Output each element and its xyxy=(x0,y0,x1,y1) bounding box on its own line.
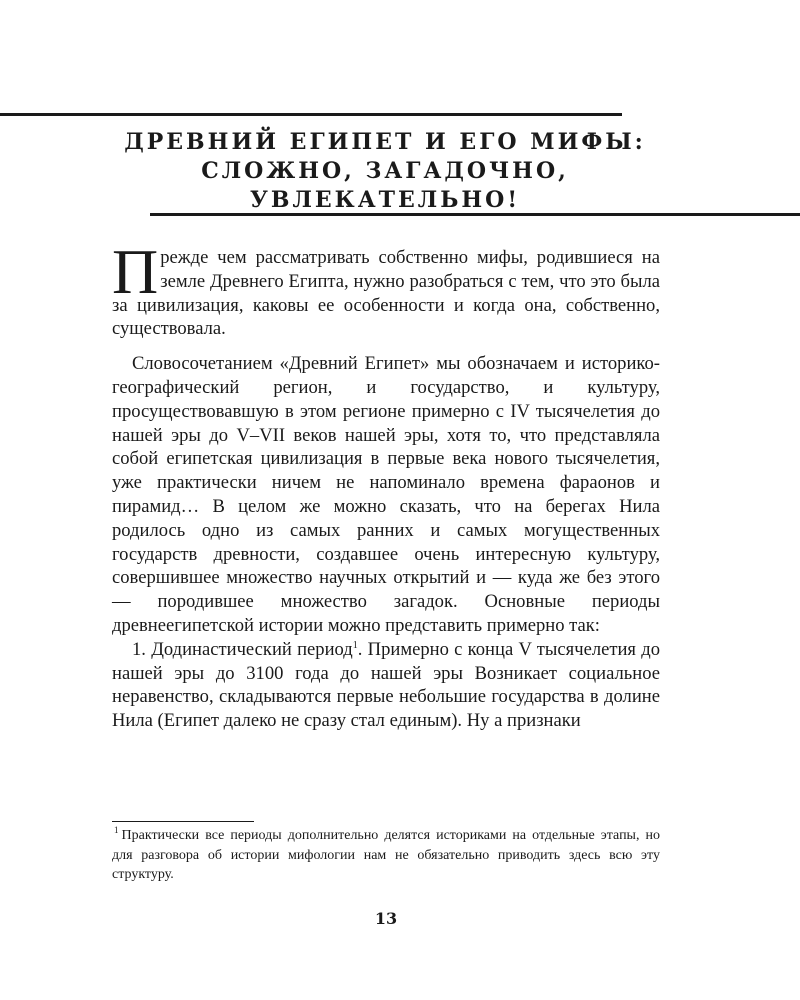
paragraph-definition: Словосочетанием «Древний Египет» мы обозначаем и историко-географический регион, и государство, и культуру, просуществовавшую в этом регионе примерно с IV тысячелетия до нашей эры до V–VII веков нашей эры, хотя то, что представляла собой египетская цивилизация в первые века нового тысячелетия, уже практически ничем не напоминало времена фараонов и пирамид… В целом же можно сказать, что на берегах Нила родилось одно из самых ранних и самых могущественных государств древности, создавшее очень интересную культуру, совершившее множество научных открытий и — куда же без этого — породившее множество загадок. Основные периоды древнеегипетской истории можно представить примерно так: xyxy=(112,353,660,636)
footnote-reference: 1 xyxy=(352,639,358,651)
header-rule-bottom xyxy=(150,213,800,216)
chapter-title-line-1: ДРЕВНИЙ ЕГИПЕТ И ЕГО МИФЫ: xyxy=(124,129,646,155)
paragraph-period-list-item xyxy=(112,638,660,733)
footnote-divider xyxy=(112,821,254,822)
chapter-title xyxy=(120,128,650,215)
paragraph-intro xyxy=(112,236,660,341)
paragraph-intro-text: режде чем рассматривать собственно мифы, родившиеся на земле Древнего Египта, нужно разобраться с тем, что это была за цивилизация, каковы ее особенности и когда она, собственно, существовала. xyxy=(112,247,660,340)
footnote-text: Практически все периоды дополнительно делятся историками на отдельные этапы, но для разговора об истории мифологии нам не обязательно приводить здесь всю эту структуру. xyxy=(112,828,660,882)
footnote xyxy=(112,826,660,885)
drop-cap: П xyxy=(112,236,159,307)
chapter-title-line-3: УВЛЕКАТЕЛЬНО! xyxy=(250,187,520,213)
page-number: 13 xyxy=(374,909,398,928)
header-rule-top xyxy=(0,113,622,116)
body-text xyxy=(112,236,660,733)
footnote-marker: 1 xyxy=(114,825,119,836)
period-title: 1. Додинастический период xyxy=(132,638,353,660)
chapter-title-line-2: СЛОЖНО, ЗАГАДОЧНО, xyxy=(201,158,569,184)
period-description: . Примерно с конца V тысячелетия до нашей эры до 3100 года до нашей эры Возникает социальное неравенство, складываются первые небольшие государства в долине Нила (Египет далеко не сразу стал единым). Ну а признаки xyxy=(112,638,660,732)
